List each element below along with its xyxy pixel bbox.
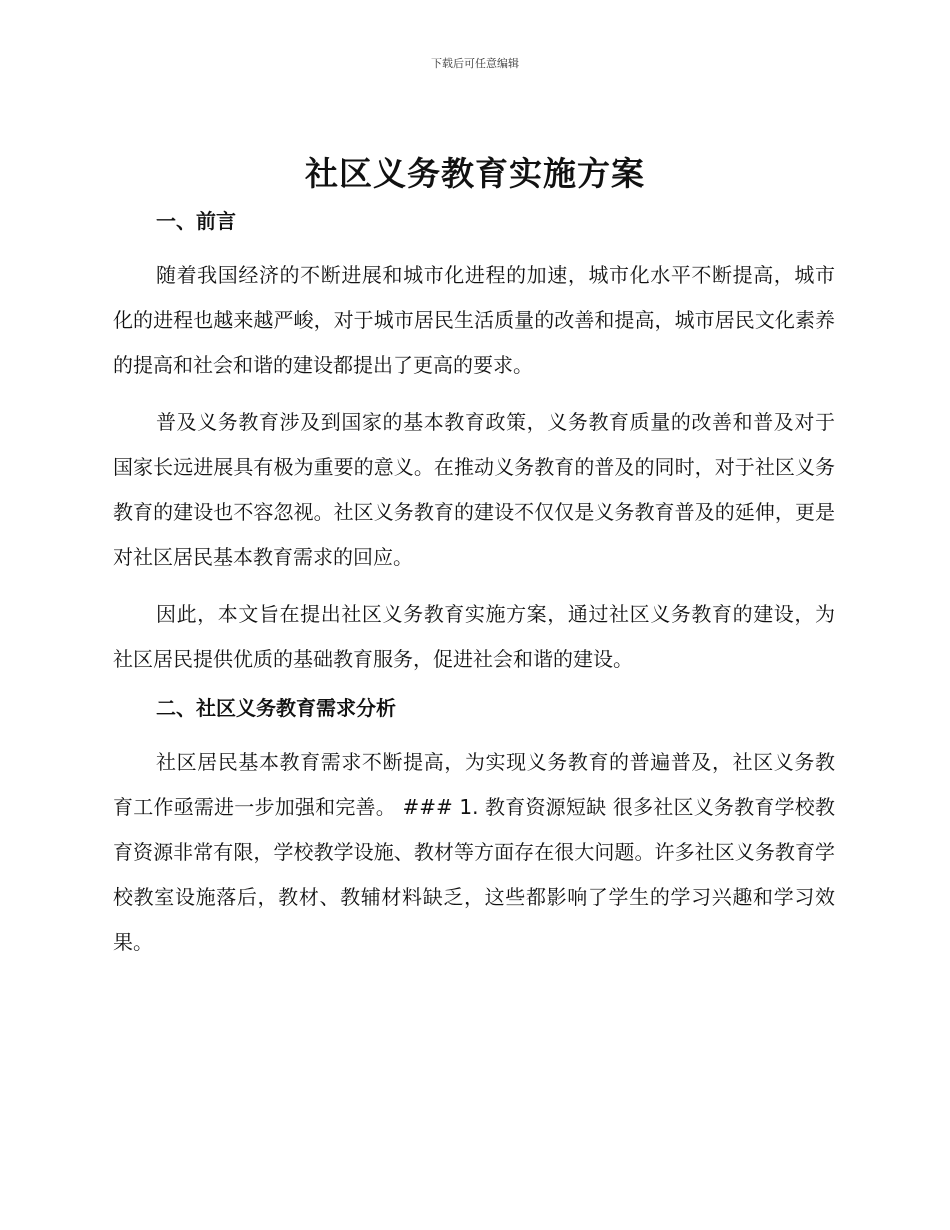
paragraph: 普及义务教育涉及到国家的基本教育政策，义务教育质量的改善和普及对于国家长远进展具有极为重要的意义。在推动义务教育的普及的同时，对于社区义务教育的建设也不容忽视。社区义务教育的建设不仅仅是义务教育普及的延伸，更是对社区居民基本教育需求的回应。 [113, 410, 835, 569]
document-title: 社区义务教育实施方案 [305, 154, 645, 193]
section-heading-demand-analysis: 二、社区义务教育需求分析 [156, 696, 396, 720]
paragraph: 社区居民基本教育需求不断提高，为实现义务教育的普遍普及，社区义务教育工作亟需进一步加强和完善。 ### 1. 教育资源短缺 很多社区义务教育学校教育资源非常有限，学校教学设施、教材等方面存在很大问题。许多社区义务教育学校教室设施落后，教材、教辅材料缺乏，这些都影响了学生的学习兴趣和学习效果。 [113, 750, 835, 954]
page-header-note: 下载后可任意编辑 [431, 57, 519, 70]
document-body [113, 203, 835, 965]
paragraph: 随着我国经济的不断进展和城市化进程的加速，城市化水平不断提高，城市化的进程也越来越严峻，对于城市居民生活质量的改善和提高，城市居民文化素养的提高和社会和谐的建设都提出了更高的要求。 [113, 263, 835, 377]
section-heading-preface: 一、前言 [156, 209, 236, 233]
paragraph: 因此，本文旨在提出社区义务教育实施方案，通过社区义务教育的建设，为社区居民提供优质的基础教育服务，促进社会和谐的建设。 [113, 602, 835, 671]
